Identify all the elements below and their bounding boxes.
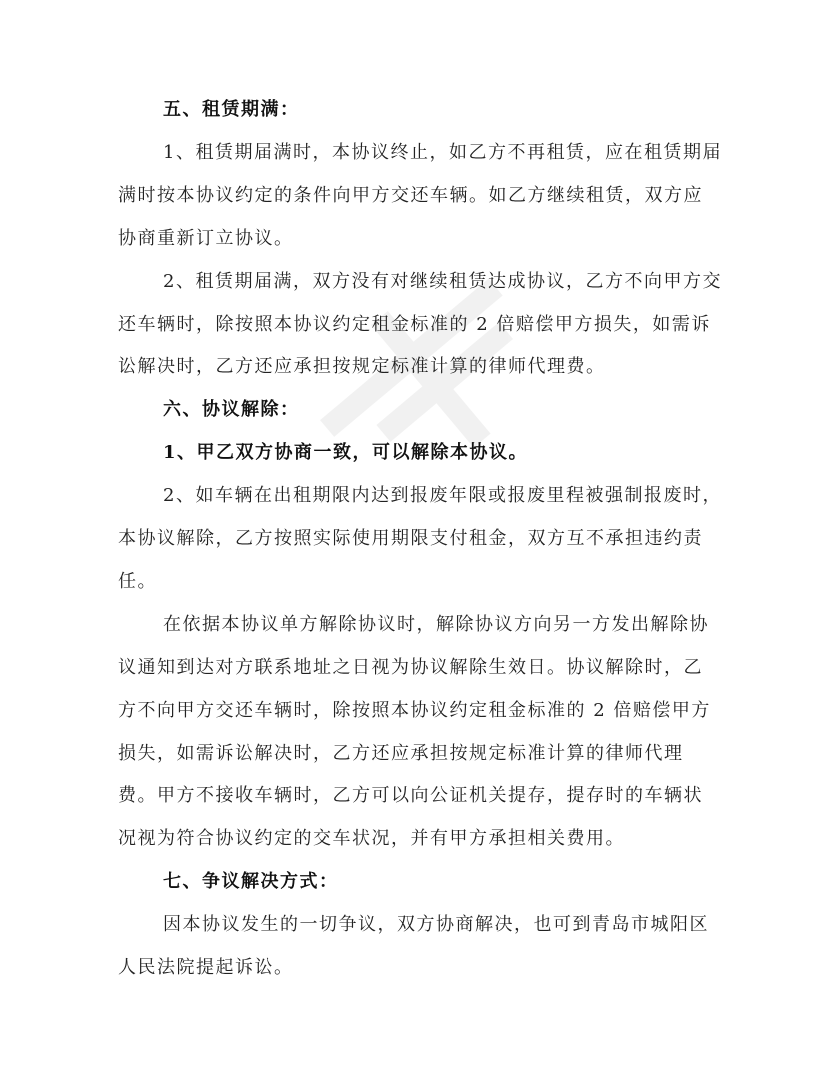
section-heading: 六、协议解除： bbox=[163, 399, 300, 421]
paragraph-line: 损失，如需诉讼解决时，乙方还应承担按规定标准计算的律师代理 bbox=[118, 742, 684, 764]
paragraph-line: 人民法院提起诉讼。 bbox=[118, 957, 294, 978]
paragraph-line: 任。 bbox=[118, 570, 157, 592]
paragraph-line: 2、如车辆在出租期限内达到报废年限或报废里程被强制报废时， bbox=[163, 485, 722, 507]
paragraph-line: 协商重新订立协议。 bbox=[118, 227, 294, 249]
section-heading: 七、争议解决方式： bbox=[163, 871, 339, 893]
paragraph-line: 讼解决时，乙方还应承担按规定标准计算的律师代理费。 bbox=[118, 356, 606, 378]
paragraph-line: 议通知到达对方联系地址之日视为协议解除生效日。协议解除时，乙 bbox=[118, 656, 703, 678]
paragraph-line: 况视为符合协议约定的交车状况，并有甲方承担相关费用。 bbox=[118, 828, 625, 850]
paragraph-line: 2、租赁期届满，双方没有对继续租赁达成协议，乙方不向甲方交 bbox=[163, 270, 722, 292]
paragraph-line: 本协议解除，乙方按照实际使用期限支付租金，双方互不承担违约责 bbox=[118, 528, 703, 549]
paragraph-line: 方不向甲方交还车辆时，除按照本协议约定租金标准的 2 倍赔偿甲方 bbox=[118, 699, 711, 721]
paragraph-line: 费。甲方不接收车辆时，乙方可以向公证机关提存，提存时的车辆状 bbox=[118, 785, 703, 807]
paragraph-line: 满时按本协议约定的条件向甲方交还车辆。如乙方继续租赁，双方应 bbox=[118, 184, 703, 206]
paragraph-line: 1、租赁期届满时，本协议终止，如乙方不再租赁，应在租赁期届 bbox=[163, 141, 722, 163]
paragraph-line: 还车辆时，除按照本协议约定租金标准的 2 倍赔偿甲方损失，如需诉 bbox=[118, 313, 711, 335]
paragraph-line: 因本协议发生的一切争议，双方协商解决，也可到青岛市城阳区 bbox=[163, 914, 709, 936]
section-heading: 1、甲乙双方协商一致，可以解除本协议。 bbox=[163, 442, 529, 464]
section-heading: 五、租赁期满： bbox=[163, 99, 300, 120]
paragraph-line: 在依据本协议单方解除协议时，解除协议方向另一方发出解除协 bbox=[163, 613, 709, 635]
